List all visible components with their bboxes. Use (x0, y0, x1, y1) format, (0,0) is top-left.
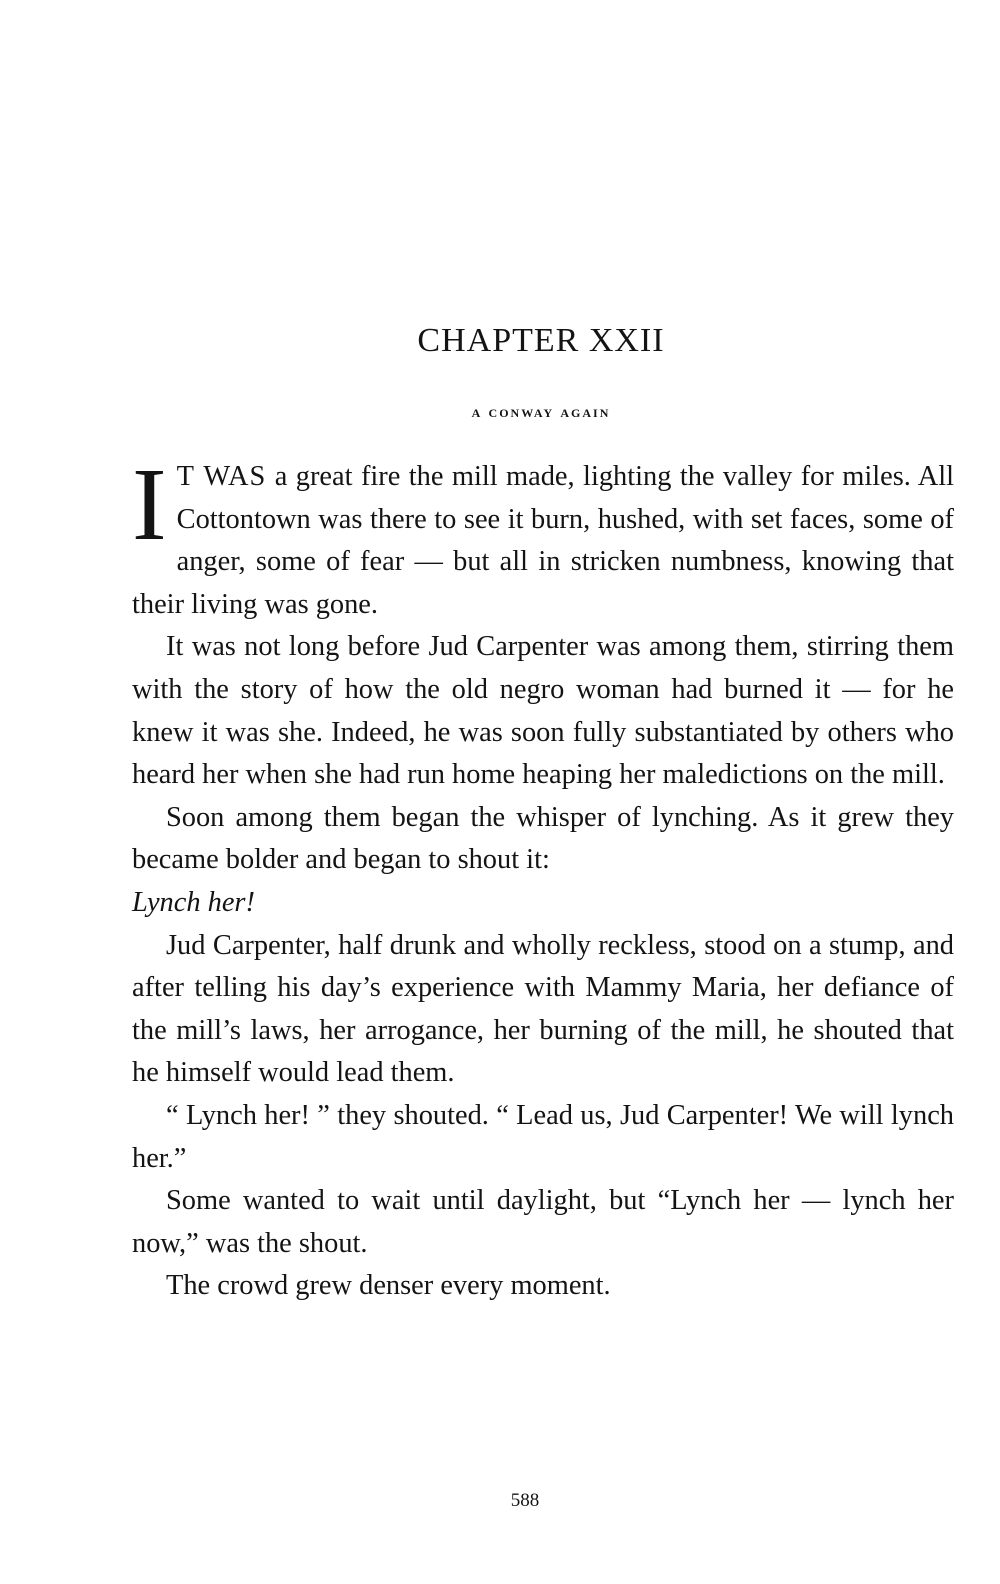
chapter-title: CHAPTER XXII (417, 322, 665, 359)
paragraph-text: a great fire the mill made, lighting the valley for miles. All Cottontown was there to see it burn, hushed, with set faces, some of anger, some of fear — but all in stricken numbness, knowing that their living was gone. (132, 461, 954, 620)
drop-cap: I (132, 447, 167, 562)
italic-exclamation: Lynch her! (132, 886, 255, 918)
chapter-body (132, 447, 954, 1308)
paragraph-4: Jud Carpenter, half drunk and wholly reckless, stood on a stump, and after telling his day’s experience with Mammy Maria, her defiance of the mill’s laws, her arrogance, her burning of the mill, he shouted that he himself would lead them. (132, 929, 954, 1089)
paragraph-1 (132, 447, 954, 626)
page-number: 588 (510, 1490, 540, 1511)
paragraph-5: “ Lynch her! ” they shouted. “ Lead us, Jud Carpenter! We will lynch her.” (132, 1099, 954, 1174)
chapter-subtitle: a conway again (471, 402, 611, 421)
paragraph-text: Soon among them began the whisper of lynching. As it grew they became bolder and began to shout it: (132, 801, 954, 876)
paragraph-6: Some wanted to wait until daylight, but “Lynch her — lynch her now,” was the shout. (132, 1185, 954, 1259)
paragraph-3 (132, 797, 954, 925)
paragraph-2: It was not long before Jud Carpenter was among them, stirring them with the story of how the old negro woman had burned it — for he knew it was she. Indeed, he was soon fully substantiated by others who heard her when she had run home heaping her maledictions on the mill. (132, 631, 954, 791)
paragraph-lead: T WAS (176, 461, 267, 492)
paragraph-7: The crowd grew denser every moment. (166, 1270, 611, 1302)
